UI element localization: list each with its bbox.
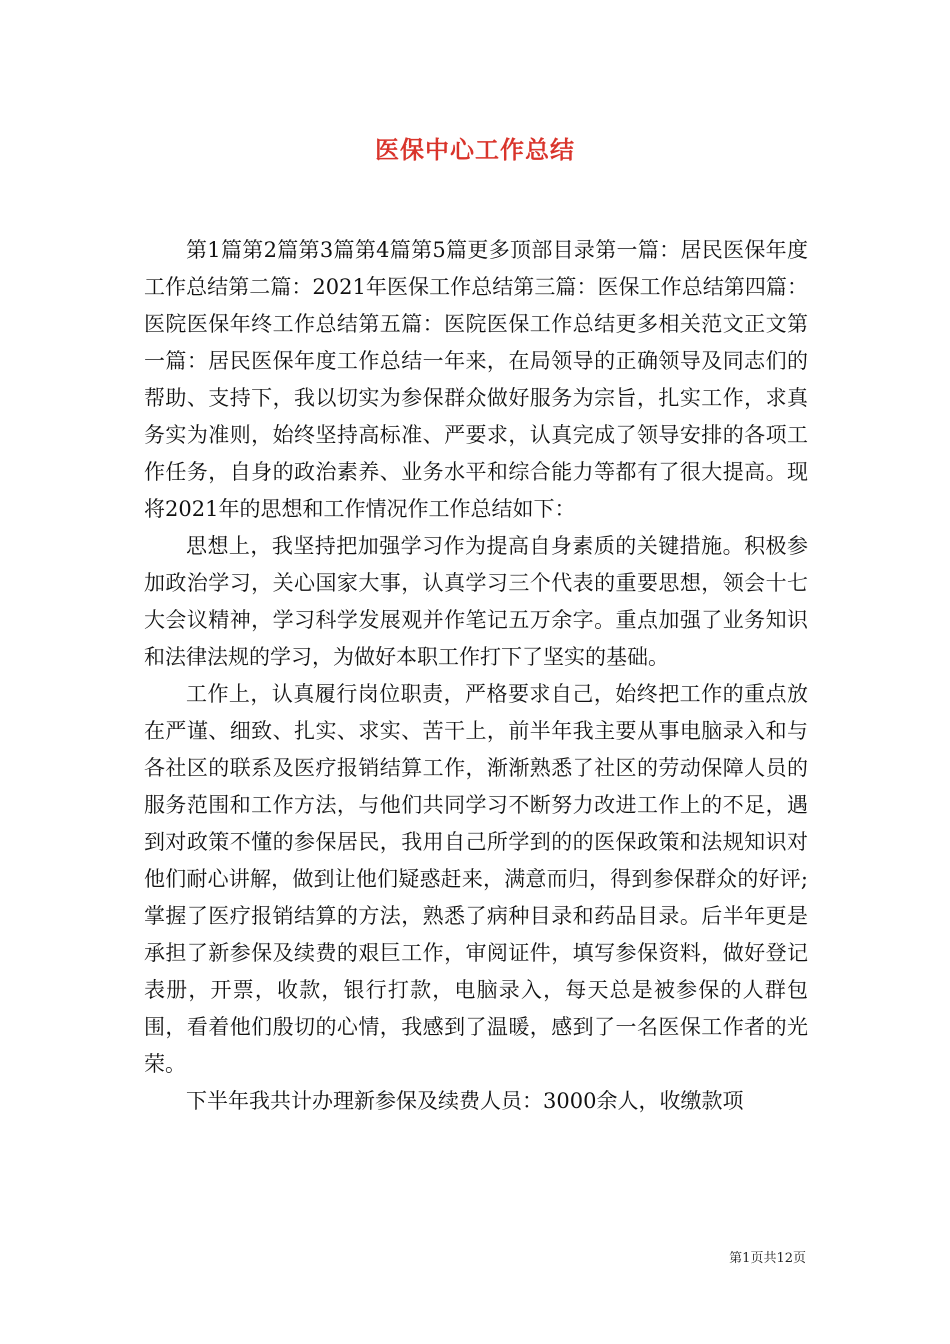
page-number: 第1页共12页 [729,1251,806,1266]
paragraph-1: 第1篇第2篇第3篇第4篇第5篇更多顶部目录第一篇：居民医保年度工作总结第二篇：2021年医保工作总结第三篇：医保工作总结第四篇：医院医保年终工作总结第五篇：医院医保工作总结更多相关范文正文第一篇：居民医保年度工作总结一年来，在局领导的正确领导及同志们的帮助、支持下，我以切实为参保群众做好服务为宗旨，扎实工作，求真务实为准则，始终坚持高标准、严要求，认真完成了领导安排的各项工作任务，自身的政治素养、业务水平和综合能力等都有了很大提高。现将2021年的思想和工作情况作工作总结如下： [144,238,808,521]
paragraph-2: 思想上，我坚持把加强学习作为提高自身素质的关键措施。积极参加政治学习，关心国家大事，认真学习三个代表的重要思想，领会十七大会议精神，学习科学发展观并作笔记五万余字。重点加强了业务知识和法律法规的学习，为做好本职工作打下了坚实的基础。 [144,534,808,669]
document-title: 医保中心工作总结 [375,136,575,164]
paragraph-4: 下半年我共计办理新参保及续费人员：3000余人，收缴款项 [186,1089,744,1113]
document-body [144,232,808,1120]
paragraph-3: 工作上，认真履行岗位职责，严格要求自己，始终把工作的重点放在严谨、细致、扎实、求实、苦干上，前半年我主要从事电脑录入和与各社区的联系及医疗报销结算工作，渐渐熟悉了社区的劳动保障人员的服务范围和工作方法，与他们共同学习不断努力改进工作上的不足，遇到对政策不懂的参保居民，我用自己所学到的的医保政策和法规知识对他们耐心讲解，做到让他们疑惑赶来，满意而归，得到参保群众的好评;掌握了医疗报销结算的方法，熟悉了病种目录和药品目录。后半年更是承担了新参保及续费的艰巨工作，审阅证件，填写参保资料，做好登记表册，开票，收款，银行打款，电脑录入，每天总是被参保的人群包围，看着他们殷切的心情，我感到了温暖，感到了一名医保工作者的光荣。 [144,682,808,1076]
